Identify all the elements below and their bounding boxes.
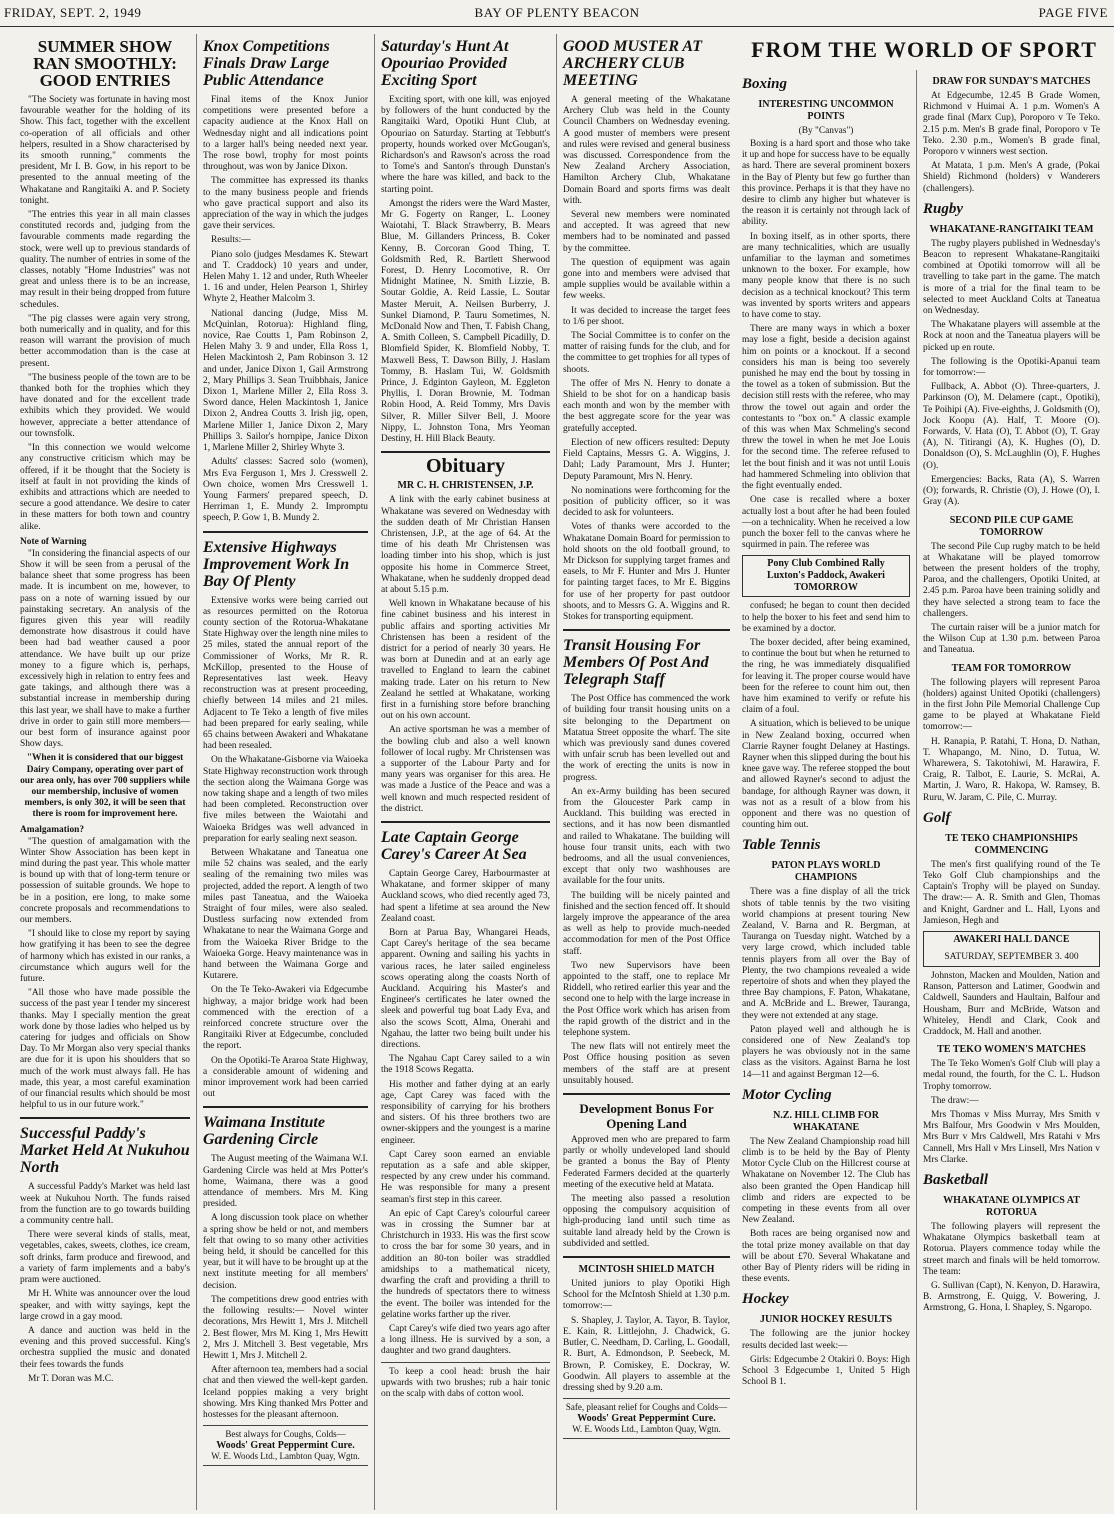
paragraph: The boxer decided, after being examined, to continue the bout but when he returned to the ring, he was immediately disqualified for leaving it. The proper course would have been for the referee to count him out, then have him examined to verify or refute his claim of a foul. [742, 637, 910, 716]
paragraph: A situation, which is believed to be unique in New Zealand boxing, occurred when Clarrie Rayner fought Delaney at Hastings. Rayner when this slipped during the bout his knee gave way. The referee stopped the bout and allowed Rayner's second to adjust the bandage, for although Rayner was down, it was not as a result of a blow from his opponent and there was no question of counting him out. [742, 719, 910, 831]
divider [381, 451, 550, 453]
paragraph: The New Zealand Championship road hill climb is to be held by the Bay of Plenty Motor Cycle Club on the Hillcrest course at Whakatane on November 12. The Club has also been granted the Open Handicap hill climb and riders are expected to be competing in these events from all over New Zealand. [742, 1136, 910, 1226]
highways-headline: Extensive Highways Improvement Work In Bay Of Plenty [203, 538, 350, 590]
divider [563, 629, 730, 631]
pony-club-place: Luxton's Paddock, Awakeri [767, 570, 885, 582]
sport-banner: FROM THE WORLD OF SPORT [751, 37, 1097, 62]
divider [381, 821, 550, 823]
paddys-market-headline: Successful Paddy's Market Held At Nukuhou North [20, 1125, 190, 1177]
hunt-headline: Saturday's Hunt At Opouriao Provided Exciting Sport [381, 38, 509, 89]
carey-headline: Late Captain George Carey's Career At Sea [381, 828, 527, 863]
paragraph: "In considering the financial aspects of our Show it will be seen from a perusal of the balance sheet that some progress has been made. It is incumbent on me, however, to pass on a note of warning issued by our painstaking secretary. An analysis of the figures given this year will readily demonstrate how disastrous it could have been had bad weather caused a poor attendance. We have built up our prize money to a figure which is, perhaps, excessively high in relation to entry fees and gate takings, and although there was a substantial increase in membership during this last year, we shall have to make a further drive in order to gain still more members—our best form of insurance against poor Show days. [20, 548, 190, 750]
paragraph: Election of new officers resulted: Deputy Field Captains, Messrs G. A. Wiggins, J. Dahl; Lady Paramount, Mrs J. Hunter; Deputy Paramount, Mrs N. Henry. [563, 437, 730, 482]
divider [381, 1362, 550, 1363]
paper-name: BAY OF PLENTY BEACON [474, 5, 640, 20]
carey-body [381, 869, 550, 1358]
paragraph: On the Whakatane-Gisborne via Waioeka State Highway reconstruction work through the section along the Waimana Gorge was now taking shape and a length of two miles had been completed. Reconstruction over five miles between the Waiotahi and Waioeka Bridges was well advanced in preparation for early sealing next season. [203, 755, 368, 844]
divider [563, 1093, 730, 1095]
paragraph: Capt Carey's wife died two years ago after a long illness. He is survived by a son, a daughter and two grand daughters. [381, 1323, 550, 1357]
paragraph: "The entries this year in all main classes constituted records and, judging from the favourable comments made regarding the stock, were well up to previous standards of quality. The number of entries in some of the classes, notably "Home Industries" was not great and unless there is to be an increase, may result in their being dropped from future schedules. [20, 210, 191, 310]
basketball-headline: WHAKATANE OLYMPICS AT ROTORUA [943, 1195, 1080, 1219]
knox-body [203, 95, 368, 525]
paragraph: An active sportsman he was a member of the bowling club and also a well known follower of local rugby. Mr Christensen was a supporter of the Labour Party and for many years was organiser for this area. He was made a Justice of the Peace and was a well known and much respected resident of the district. [381, 725, 550, 814]
paragraph: "I should like to close my report by saying how gratifying it has been to see the degree of harmony which has existed in our ranks, a circumstance which augurs well for the future. [20, 929, 190, 985]
bonus-headline: Development Bonus For Opening Land [579, 1101, 714, 1132]
paragraph: The question of equipment was again gone into and members were advised that ample supplies would be available within a few weeks. [563, 257, 730, 302]
paragraph: The following is the Opotiki-Apanui team for tomorrow:— [923, 356, 1100, 379]
motor-cycling-headline: N.Z. HILL CLIMB FOR WHAKATANE [773, 1109, 879, 1133]
golf-body [923, 860, 1100, 927]
rugby-section: Rugby [923, 200, 964, 217]
paragraph: Johnston, Macken and Moulden, Nation and Ranson, Patterson and Latimer, Goodwin and Caldwell, Saunders and Haultain, Balfour and Housham, Burr and McBride, Watson and Whiteley, Hendl and Clark, Cook and Craddock, M. Hall and another. [923, 970, 1100, 1037]
membership-callout: "When it is considered that our biggest Dairy Company, operating over part of our area only, has over 700 suppliers while our membership, inclusive of women members, is only 302, it will be seen that there is room for improvement here. [20, 753, 190, 820]
table-tennis-headline: PATON PLAYS WORLD CHAMPIONS [771, 860, 881, 884]
column-2 [196, 34, 374, 1510]
paragraph: In boxing itself, as in other sports, there are many technicalities, which are usually unfamiliar to the layman and sometimes unknown to the boxer. For example, how many people know that there is no such decision as a technical knockout? This term was invented by sports writers and appears to have come to stay. [742, 231, 910, 321]
paragraph: Piano solo (judges Mesdames K. Stewart and T. Craddock) 10 years and under, Helen Mahy 1. 12 and under, Ruth Wheeler 1. 16 and under, Helen Pearson 1, Shirley Whyte 2, Heather Malcolm 3. [203, 249, 368, 305]
page-number: PAGE FIVE [1038, 5, 1108, 20]
archery-body [563, 95, 730, 623]
hair-tip: To keep a cool head: brush the hair upwards with two brushes; rub a hair tonic on the scalp with dabs of cotton wool. [381, 1366, 550, 1399]
paragraph: Exciting sport, with one kill, was enjoyed by followers of the hunt conducted by the Rangitaiki Ward, Opotiki Hunt Club, at Opouriao on Saturday. Starting at Tebbutt's property, hounds worked over McGougan's, Richardson's and Rawson's across the road to Tome's and Santon's through Dunstan's where the hare was killed, and back to the starting point. [381, 95, 550, 195]
column-6 [916, 70, 1106, 1510]
paragraph: Both races are being organised now and the total prize money available on that day will be about £70. Several Whakatane and other Bay of Plenty riders will be riding in these events. [742, 1229, 910, 1285]
hunt-body [381, 95, 550, 445]
paragraph: United juniors to play Opotiki High School for the McIntosh Shield at 1.30 p.m. tomorrow:— [563, 1279, 730, 1312]
paragraph: The Social Committee is to confer on the matter of raising funds for the club, and for the committee to get trophies for all types of shoots. [563, 331, 730, 375]
boxing-body-continued [742, 601, 910, 831]
paragraph: Several new members were nominated and accepted. It was agreed that new members had to be nominated and passed by the committee. [563, 210, 730, 254]
hockey-section: Hockey [742, 1291, 789, 1308]
paragraph: There was a fine display of all the trick shots of table tennis by the two visiting world champions at present touring New Zealand, V. Barna and R. Bergman, at Tauranga on Tuesday night. Watched by a very large crowd, which included table tennis players from all over the Bay of Plenty, the two champions revealed a wide repertoire of shots and when they played the three Bay champions, F. Paton, Whakatane, and A. McBride and L. Brewer, Tauranga, they were not extended at any stage. [742, 887, 910, 1021]
team-headline: TEAM FOR TOMORROW [951, 662, 1072, 674]
ad-line-2: Woods' Great Peppermint Cure. [216, 1440, 355, 1452]
ad-line-3: W. E. Woods Ltd., Lambton Quay, Wgtn. [211, 1451, 360, 1462]
paragraph: Mr H. White was announcer over the loud speaker, and with witty sayings, kept the large crowd in a gay mood. [20, 1289, 190, 1322]
mcintosh-headline: MCINTOSH SHIELD MATCH [578, 1264, 715, 1276]
paragraph: Born at Parua Bay, Whangarei Heads, Capt Carey's heritage of the sea became apparent. Owning and sailing his yachts in various races, he later sailed engineless scows operating along the coasts North of Auckland. Acquiring his Master's and Engineer's certificates he later owned the sleek and powerful tug boat Lady Eva, and also the scows Scott, Alma, Onerahi and Ngahau, the latter two being built under his directions. [381, 928, 550, 1051]
paragraph: A long discussion took place on whether a spring show be held or not, and members felt that owing to so many other activities being held, it should be cancelled for this year, but it will have to be brought up at the next institute meeting for all members' decision. [203, 1213, 368, 1291]
draw-headline: DRAW FOR SUNDAY'S MATCHES [932, 76, 1091, 87]
transit-body [563, 694, 730, 1087]
paragraph: On the Te Teko-Awakeri via Edgecumbe highway, a major bridge work had been commenced with the erection of a reinforced concrete structure over the Rangitaiki River at Edgecumbe, concluded the report. [203, 985, 368, 1052]
paragraph: There were several kinds of stalls, meat, vegetables, cakes, sweets, clothes, ice cream, soft drinks, farm produce and firewood, and a variety of farm implements and a baby's pram were auctioned. [20, 1230, 190, 1286]
issue-date: FRIDAY, SEPT. 2, 1949 [4, 5, 142, 20]
paragraph: Paton played well and although he is considered one of New Zealand's top players he was obviously not in the same class as the visitors. Against Barna he lost 14—11 and against Bergman 12—6. [742, 1024, 910, 1080]
column-1 [14, 34, 196, 1510]
paragraph: One case is recalled where a boxer actually lost a bout after he had been fouled—on a technicality. When he received a low punch the boxer fell to the canvas where he squirmed in pain. The referee was [742, 495, 910, 551]
paragraph: The committee has expressed its thanks to the many business people and friends who gave practical support and also its appreciation of the way in which the judges gave their services. [203, 176, 368, 232]
paragraph: A successful Paddy's Market was held last week at Nukuhou North. The funds raised from the function are to go towards building a community centre hall. [20, 1182, 190, 1227]
paragraph: "The Society was fortunate in having most favourable weather for the holding of its Show. This fact, together with the excellent co-operation of all officials and other helpers, resulted in a Show characterised by its smooth running," comments the president, Mr I. B. Gow, in his report to be presented to the annual meeting of the Whakatane and Rangitaiki A. and P. Society tonight. [20, 95, 190, 206]
paragraph: Between Whakatane and Taneatua one mile 52 chains was sealed, and the early sealing of the remaining two miles was projected, added the report. A length of two miles past Taneatua, and the Waioeka Straight of four miles, were also sealed. Dustless surfacing now extended from Whakatane to near the Waimana Gorge and from the Waioeka River Bridge to the Waioeka Gorge. Heavy maintenance was in hand between the Waimana Gorge and Kutarere. [203, 847, 368, 982]
paragraph: Votes of thanks were accorded to the Whakatane Domain Board for permission to hold shoots on the old football ground, to Mr Dickson for supplying target frames and easels, to Mr F. Hunter and Mrs J. Hunter for painting target faces, to Mr E. Biggins for use of her property for past outdoor shoots, and to Messrs G. A. Wiggins and R. Stokes for transporting equipment. [563, 522, 730, 622]
table-tennis-body [742, 887, 910, 1080]
rugby-body [923, 239, 1100, 509]
paragraph: The meeting also passed a resolution opposing the compulsory acquisition of high-producing land until such time as suitable land already held by the Crown is subdivided and settled. [563, 1194, 730, 1249]
paragraph: A dance and auction was held in the evening and this proved successful. King's orchestra supplied the music and donated their fees towards the funds [20, 1325, 190, 1370]
paragraph: An ex-Army building has been secured from the Gloucester Park camp in Auckland. This building was erected in sections, and it has now been dismantled and railed to Whakatane. The building will house four transit units, each with two bedrooms, and all the usual conveniences, except that only two washhouses are available for the four units. [563, 786, 730, 887]
motor-cycling-body [742, 1137, 910, 1286]
pony-club-when: TOMORROW [794, 582, 858, 594]
awakeri-dance-notice [923, 931, 1100, 967]
paragraph: Emergencies: Backs, Rata (A), S. Warren (O); forwards, R. Christie (O), J. Howe (O), I. Gray (A). [923, 474, 1100, 508]
paragraph: G. Sullivan (Capt), N. Kenyon, D. Harawira, B. Armstrong, E. Quigg, V. Bowering, J. Armstrong, G. Hona, I. Shapley, S. Ngaropo. [923, 1281, 1100, 1314]
mcintosh-body [563, 1279, 730, 1394]
obituary-subhead: MR C. H. CHRISTENSEN, J.P. [397, 480, 534, 492]
boxing-headline: INTERESTING UNCOMMON POINTS [758, 99, 894, 122]
paragraph: Well known in Whakatane because of his fine cabinet business and his interest in public affairs and sporting activities Mr Christensen has been a resident of the district for a period of nearly 30 years. He was born at Dunedin and at an early age travelled to England to learn the cabinet making trade. Later on his return to New Zealand he settled at Whakatane, working first in a furnishing store before branching out on his own account. [381, 599, 550, 722]
paragraph: At Edgecumbe, 12.45 B Grade Women, Richmond v Huimai A. 1 p.m. Women's A grade final (Marx Cup), Poroporo v Te Teko. 2.15 p.m. Men's B grade final, Poroporo v Te Teko. 2.30 p.m., Women's B grade final, Poroporo v winners west section. [923, 91, 1100, 158]
waimana-headline: Waimana Institute Gardening Circle [203, 1114, 325, 1149]
paragraph: The rugby players published in Wednesday's Beacon to represent Whakatane-Rangitaiki combined at Opotiki tomorrow will all be travelling to take part in the game. The match is more of a trial for the final team to be selected to meet Auckland Colts at Taneatua on Wednesday. [923, 238, 1100, 317]
paragraph: Boxing is a hard sport and those who take it up and hope for success have to be equally as hard. There are several prominent boxers in the Bay of Plenty but few go further than this province. Perhaps it is that they have no desire to climb any higher but whatever is the reason it is certainly not through lack of ability. [742, 139, 910, 228]
awakeri-dance-date: SATURDAY, SEPTEMBER 3. 400 [944, 951, 1079, 962]
masthead [0, 0, 1114, 27]
column-3 [374, 34, 556, 1510]
paragraph: Mr T. Doran was M.C. [28, 1373, 114, 1384]
paragraph: Capt Carey soon earned an enviable reputation as a safe and able skipper, respected by any crew under his command. He was responsible for many a present seaman's first step in this career. [381, 1149, 550, 1205]
column-4 [556, 34, 736, 1510]
paragraph: Girls: Edgecumbe 2 Otakiri 0. Boys: High School 3 Edgecumbe 1, United 5 High School B 1. [742, 1354, 910, 1388]
amalgamation-body [20, 837, 190, 1112]
paragraph: It was decided to increase the target fees to 1/6 per shoot. [563, 305, 730, 327]
pile-cup-body [923, 542, 1100, 657]
ad-line-1: Best always for Coughs, Colds— [225, 1429, 346, 1440]
paragraph: H. Ranapia, P. Ratahi, T. Hona, D. Nathan, T. Whapango, M. Nino, D. Tutua, W. Wharewera, S. Takotohiwi, M. Harawira, F. Craig, R. Talbot, E. Laurie, S. McRai, A. Martin, J. Waro, R. Hakopa, W. Ramsey, B. Ruru, W. Jaram, C. Pile, C. Murray. [923, 736, 1100, 803]
hockey-body [742, 1329, 910, 1388]
paragraph: Mrs Thomas v Miss Murray, Mrs Smith v Mrs Balfour, Mrs Goodwin v Mrs Moulden, Mrs Burr v Mrs Caldwell, Mrs Ratahi v Mrs Cannell, Mrs Hall v Mrs Linsell, Mrs Nation v Mrs Clarke. [923, 1110, 1100, 1165]
paragraph: On the Opotiki-Te Araroa State Highway, a considerable amount of widening and minor improvement work had been carried out [203, 1055, 368, 1100]
paddys-market-body [20, 1182, 190, 1384]
obituary-headline: Obituary [426, 455, 505, 478]
golf-section: Golf [923, 809, 951, 826]
paragraph: National dancing (Judge, Miss M. McQuinlan, Rotorua): Highland fling, novice, Rae Coutts 1, Pam Robinson 2, Helen Mahy 3. 9 and under, Ella Ross 1, Helen Mackintosh 2, Pam Robinson 3. 12 and under, Janice Dixon 1, Gail Armstrong 2, Mary Phillips 3. Sean Truibbhais, Janice Dixon 1, Marlene Miller 2, Ella Ross 3. Sword dance, Helen Mackintosh 1, Janice Dixon 2, Andrea Coutts 3. Irish jig, open, Marlene Miller 1, Janice Dixon 2, Mary Phillips 3. Sailor's hornpipe, Janice Dixon 1, Marlene Miller 2, Shirley Whyte 3. [203, 308, 368, 454]
divider [563, 1256, 730, 1258]
pony-club-title: Pony Club Combined Rally [767, 558, 885, 570]
paragraph: His mother and father dying at an early age, Capt Carey was faced with the responsibility of carrying for his brothers and sisters. Of his three brothers two are owner-skippers and the youngest is a marine engineer. [381, 1079, 550, 1146]
paragraph: The second Pile Cup rugby match to be held at Whakatane will be played tomorrow between the present holders of the trophy, Paroa, and the challengers, Opotiki United, at 2.45 p.m. Paroa have been training solidly and they have selected a strong team to face the challengers. [923, 541, 1100, 619]
paragraph: The following are the junior hockey results decided last week:— [742, 1329, 910, 1351]
obituary-body [381, 495, 550, 815]
paragraph: The following players will represent the Whakatane Olympics basketball team at Rotorua. Players commence today while the street march and finals will be held tomorrow. The team: [923, 1222, 1100, 1277]
paragraph: "The question of amalgamation with the Winter Show Association has been kept in mind during the past year. This whole matter is bound up with that of long-term tenure or possession of suitable grounds. We hope to be in a position, ere long, to make some concrete proposals and recommendations to our members. [20, 836, 190, 926]
paragraph: Extensive works were being carried out as resources permitted on the Rotorua county section of the Rotorua-Whakatane State Highway over the length nine miles to 25 miles, stated the annual report of the Commissioner of Works, Mr R. R. McKillop, presented to the House of Representatives last week. Heavy reconstruction was at present proceeding, chiefly between 14 miles and 21 miles. Adjacent to Te Teko a length of five miles had been prepared for early sealing, while 65 chains between Awakeri and Whakatane had been resealed. [203, 595, 368, 752]
warning-body [20, 549, 190, 751]
paragraph: At Matata, 1 p.m. Men's A grade, (Pokai Shield) Richmond (holders) v Wanderers (challengers). [923, 161, 1100, 194]
summer-show-body [20, 95, 190, 533]
paragraph: The Ngahau Capt Carey sailed to a win the 1918 Scows Regatta. [381, 1054, 550, 1076]
paragraph: The curtain raiser will be a junior match for the Wilson Cup at 1.30 p.m. between Paroa and Taneatua. [923, 622, 1100, 656]
golf-headline: TE TEKO CHAMPIONSHIPS COMMENCING [945, 832, 1078, 856]
paragraph: Fullback, A. Abbot (O). Three-quarters, J. Parkinson (O), M. Delamere (capt., Opotiki), Te Poihipi (A). Five-eighths, J. Goldsmith (O), Jock Koopu (A). Half, T. Moore (O). Forwards, V. Hata (O), T. Abbot (O), T. Gray (A), N. Titirangi (A), K. Hughes (O), D. Donaldson (O), S. McLaughlin (O), F. Hughes (O). [923, 382, 1100, 471]
paragraph: The men's first qualifying round of the Te Teko Golf Club championships and the Captain's Trophy will be played on Sunday. The draw:— A. R. Smith and Glen, Thomas and Knight, Gardner and L. Hall, Lyons and Jamieson, Hegh and [923, 859, 1100, 926]
paragraph: A link with the early cabinet business at Whakatane was severed on Wednesday with the sudden death of Mr Christian Hansen Christensen, J.P., at the age of 64. At the time of his death Mr Christensen was loading timber into his shop, which is just opposite his home in Commerce Street, Whakatane, when he suddenly dropped dead at about 5.15 p.m. [381, 495, 550, 595]
paragraph: "All those who have made possible the success of the past year I tender my sincerest thanks. May I specially mention the great work done by those ladies who helped us by catering for judges and officials on Show Day. To Mr Morgan also very special thanks are due for it is upon his shoulders that so much of the work must always fall. He has made, this year, a most careful examination of our financial results which should be most helpful to us in our future work." [20, 988, 190, 1111]
paragraph: "In this connection we would welcome any constructive criticism which may be offered, if it be thought that the Society is itself at fault in not providing the kinds of exhibits and attractions which are needed to secure a good attendance. We desire to cater in these matters for both town and country alike. [20, 443, 190, 532]
paragraph: Amongst the riders were the Ward Master, Mr G. Fogerty on Ranger, L. Looney Waiotahi, T. Black Strawberry, B. Mears Blue, M. Gillanders Princess, B. Coker Kenny, B. Corcoran Good Thing, T. Goldsmith Red, R. Bartlett Sherwood Forest, D. Henry Locomotive, R. Orr Midnight Matinee, N. Smith Lizzie, B. Soutar Goldie, A. Reid Lassie, L. Soutar Master Meruit, A. Neilsen Burberry, J. Sunkel Diamond, P. Tauru Sometimes, N. McDonald Now and Then, T. Fabish Chang, A. Smith Colleen, S. Campbell Picadilly, D. Blomfield Spider, K. Blomfield Nobby, T. Maxwell Bess, T. Dawson Billy, J. Haslam Tommy, B. Haslam Tui, W. Goldsmith Prince, J. Edginton Gayleon, M. Eggleton Phyllis, I. Doran Brownie, M. Todman Robin Hood, A. Reid Tommy, Mrs Davis Silver, R. Miller Silver Bell, J. Moore Nippy, L. Johnston Tona, Mrs Yeoman Destiny, H. Hill Black Beauty. [381, 198, 550, 445]
divider [203, 1106, 368, 1108]
waimana-body [203, 1154, 368, 1421]
paragraph: The new flats will not entirely meet the Post Office housing position as seven members of the staff are at present unsuitably housed. [563, 1042, 730, 1086]
knox-headline: Knox Competitions Finals Draw Large Public Attendance [203, 38, 330, 89]
paragraph: The Te Teko Women's Golf Club will play a medal round, the fourth, for the C. L. Hudson Trophy tomorrow. [923, 1059, 1100, 1092]
paragraph: The draw:— [931, 1095, 979, 1106]
paragraph: The offer of Mrs N. Henry to donate a Shield to be shot for on a handicap basis each month and won by the member with the best aggregate score for the year was gratefully accepted. [563, 378, 730, 434]
boxing-byline: (By "Canvas") [798, 126, 854, 136]
motor-cycling-section: Motor Cycling [742, 1086, 832, 1103]
table-tennis-section: Table Tennis [742, 837, 821, 854]
paragraph: Two new Supervisors have been appointed to the staff, one to replace Mr Riddell, who retired earlier this year and the second one to help with the large increase in the Post Office work which has arisen from the rapid growth of the district and in the telephone system. [563, 960, 730, 1039]
column-5 [736, 70, 916, 1510]
ad-line-1: Safe, pleasant relief for Coughs and Colds— [565, 1402, 728, 1413]
paragraph: An epic of Capt Carey's colourful career was in crossing the Sumner bar at Christchurch in 1933. His was the first scow to cross the bar for some 30 years, and in addition an 80-ton boiler was straddled amidships to a mathematical nicety, dwarfing the craft and providing a thrill to the hundreds of spectators there to witness the event. The boiler was intended for the gelatine works farther up the river. [381, 1208, 550, 1320]
archery-headline: GOOD MUSTER AT ARCHERY CLUB MEETING [563, 38, 702, 89]
divider [203, 531, 368, 533]
paragraph: Approved men who are prepared to farm partly or wholly undeveloped land should be granted a bonus the Bay of Plenty Federated Farmers decided at the quarterly meeting of the executive held at Matata. [563, 1135, 730, 1190]
paragraph: Adults' classes: Sacred solo (women), Mrs Eva Ferguson 1, Mrs J. Cresswell 2. Own choice, women Mrs Cresswell 1. Young Farmers' prepared speech, D. Herriman 1, E. Mundy 2. Impromptu speech, P. Gow 1, B. Mundy 2. [203, 457, 368, 524]
awakeri-dance-title: AWAKERI HALL DANCE [953, 933, 1070, 945]
hockey-headline: JUNIOR HOCKEY RESULTS [759, 1314, 893, 1326]
paragraph: No nominations were forthcoming for the position of publicity officer, so it was decided to ask for volunteers. [563, 485, 730, 519]
paragraph: The building will be nicely painted and finished and the section fenced off. It should largely improve the appearance of the area as well as help to provide much-needed accommodation for men of the Post Office staff. [563, 890, 730, 957]
paragraph: Captain George Carey, Harbourmaster at Whakatane, and former skipper of many Auckland scows, who died recently aged 73, had spent a lifetime at sea around the New Zealand coast. [381, 868, 550, 924]
golf-draw-continued [923, 971, 1100, 1038]
boxing-section: Boxing [742, 76, 788, 92]
womens-matches-body [923, 1059, 1100, 1166]
note-of-warning-subhead: Note of Warning [20, 536, 87, 547]
summer-show-headline: SUMMER SHOW RAN SMOOTHLY: GOOD ENTRIES [33, 37, 177, 90]
paragraph: "The business people of the town are to be thanked both for the trophies which they have donated and for the excellent trade exhibits which they provided. We would however, appreciate a better attendance of our townsfolk. [20, 372, 190, 439]
paragraph: A general meeting of the Whakatane Archery Club was held in the County Council Chambers on Wednesday evening. A good muster of members were present and rules were revised and general business was discussed. Correspondence from the New Zealand Archery Association, Hamilton Archery Club, Whakatane Domain Board and sports firms was dealt with. [563, 95, 730, 206]
divider [20, 1117, 190, 1119]
paragraph: The August meeting of the Waimana W.I. Gardening Circle was held at Mrs Potter's home, Waimana, there was a good attendance of members. Mrs M. King presided. [203, 1154, 368, 1210]
paragraph: The competitions drew good entries with the following results:— Novel winter decorations, Mrs Hewitt 1, Mrs J. Mitchell 2. Best flower, Mrs M. King 1, Mrs Hewitt 2, Mrs J. Mitchell 3. Best vegetable, Mrs Hewitt 1, Mrs J. Mitchell 2. [203, 1294, 368, 1361]
paragraph: Final items of the Knox Junior competitions were presented before a capacity audience at the Knox Hall on Wednesday night and all indications point to a larger hall's being needed next year. The rose bowl, trophy for most points throughout, was won by Janice Dixon. [203, 95, 368, 173]
transit-headline: Transit Housing For Members Of Post And Telegraph Staff [563, 637, 709, 689]
ad-line-3: W. E. Woods Ltd., Lambton Quay, Wgtn. [572, 1424, 721, 1435]
peppermint-cure-ad [203, 1425, 368, 1466]
paragraph: "The pig classes were again very strong, both numerically and in quality, and for this reason will warrant the provision of much better accommodation than is the case at present. [20, 313, 190, 369]
womens-matches-headline: TE TEKO WOMEN'S MATCHES [937, 1044, 1086, 1056]
team-body [923, 678, 1100, 804]
paragraph: After afternoon tea, members had a social chat and then viewed the well-kept garden. Iceland poppies making a very bright showing. Mrs King thanked Mrs Potter and hostesses for the pleasant afternoon. [203, 1365, 368, 1420]
paragraph: The following players will represent Paroa (holders) against United Opotiki (challengers) in the first John Pile Memorial Challenge Cup game to be played at Whakatane Field tomorrow:— [923, 677, 1100, 733]
paragraph: S. Shapley, J. Taylor, A. Tayor, B. Taylor, E. Kain, R. Littlejohn, J. Chadwick, G. Butler, C. Needham, D. Carling, L. Goodall, R. Burt, A. Edmondson, P. Seebeck, M. Brown, P. Comiskey, E. Dockray, W. Goodwin. All players to assemble at the dressing shed by 9.20 a.m. [563, 1315, 730, 1393]
highways-body [203, 596, 368, 1101]
basketball-body [923, 1222, 1100, 1315]
rugby-headline: WHAKATANE-RANGITAIKI TEAM [929, 223, 1094, 235]
boxing-body [742, 139, 910, 551]
paragraph: confused; he began to count then decided to help the boxer to his feet and send him to be examined by a doctor. [742, 601, 910, 634]
basketball-section: Basketball [923, 1172, 989, 1189]
pile-cup-headline: SECOND PILE CUP GAME TOMORROW [949, 514, 1074, 538]
paragraph: The Post Office has commenced the work of building four transit housing units on a site belonging to the Department on Matatua Street opposite the wharf. The site which was previously sand dunes covered with unfair scrub has been levelled out and the work of erecting the units is now in progress. [563, 694, 730, 783]
paragraph: Results:— [211, 235, 251, 246]
peppermint-cure-ad [563, 1398, 730, 1439]
paragraph: There are many ways in which a boxer may lose a fight, beside a decision against him on points or a knockout. If a second considers his man is being too severely punished he may end the bout by tossing in the towel as a token of submission. But the decision still rests with the referee, who may throw the towel out again and order the contestants to "box on." A classic example of this was when Max Schmeling's second threw the towel in when he met Joe Louis for the second time. The referee refused to let the bout finish and it was not until Louis had hammered Schmeling into oblivion that the fight eventually ended. [742, 324, 910, 492]
amalgamation-subhead: Amalgamation? [20, 824, 85, 835]
bonus-body [563, 1135, 730, 1250]
draw-body [923, 91, 1100, 195]
pony-club-notice [742, 555, 910, 597]
ad-line-2: Woods' Great Peppermint Cure. [577, 1413, 716, 1425]
paragraph: The Whakatane players will assemble at the Rock at noon and the Taneatua players will be picked up en route. [923, 320, 1100, 353]
